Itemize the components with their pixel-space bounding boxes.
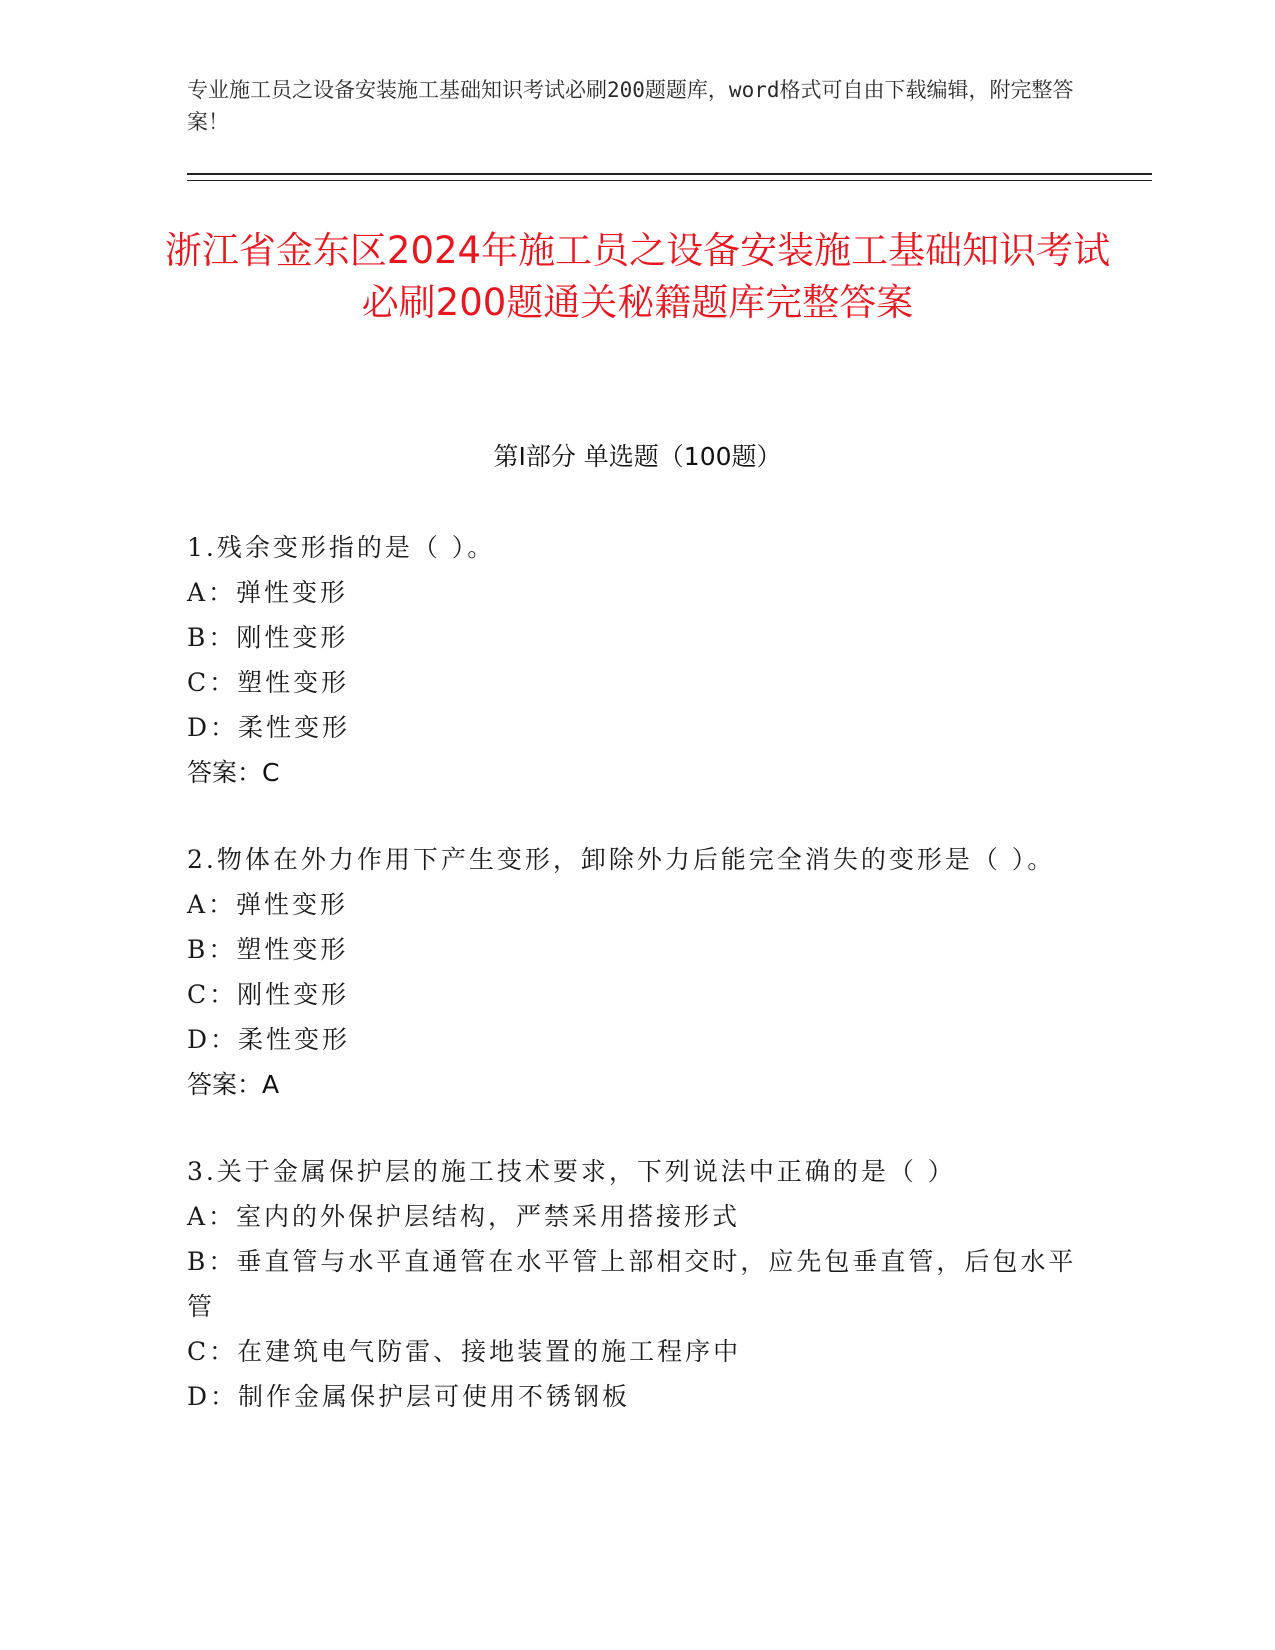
option-a: A：弹性变形 [187, 890, 349, 919]
document-title: 浙江省金东区2024年施工员之设备安装施工基础知识考试必刷200题通关秘籍题库完整答案 [164, 229, 1111, 324]
option-b: B：垂直管与水平直通管在水平管上部相交时，应先包垂直管，后包水平管 [187, 1247, 1077, 1321]
option-c: C：在建筑电气防雷、接地装置的施工程序中 [187, 1337, 742, 1366]
question-stem: 2.物体在外力作用下产生变形，卸除外力后能完全消失的变形是（ ）。 [187, 845, 1056, 874]
question-1 [187, 525, 1077, 795]
option-d: D：柔性变形 [187, 1025, 351, 1054]
option-b: B：刚性变形 [187, 623, 349, 652]
option-c: C：刚性变形 [187, 980, 350, 1009]
option-a: A：室内的外保护层结构，严禁采用搭接形式 [187, 1202, 741, 1231]
option-d: D：柔性变形 [187, 713, 351, 742]
option-d: D：制作金属保护层可使用不锈钢板 [187, 1382, 631, 1411]
header-rule-thick [187, 173, 1152, 175]
header-note: 专业施工员之设备安装施工基础知识考试必刷200题题库，word格式可自由下载编辑，附完整答案！ [187, 78, 1074, 134]
question-3 [187, 1149, 1077, 1419]
question-2 [187, 837, 1077, 1107]
answer: 答案：C [187, 758, 280, 787]
option-c: C：塑性变形 [187, 668, 350, 697]
question-stem: 3.关于金属保护层的施工技术要求，下列说法中正确的是（ ） [187, 1157, 956, 1186]
question-list [187, 525, 1077, 1461]
option-b: B：塑性变形 [187, 935, 349, 964]
answer: 答案：A [187, 1070, 280, 1099]
option-a: A：弹性变形 [187, 578, 349, 607]
header-rule-thin [187, 180, 1152, 181]
question-stem: 1.残余变形指的是（ ）。 [187, 533, 496, 562]
section-title: 第Ⅰ部分 单选题（100题） [493, 442, 782, 471]
